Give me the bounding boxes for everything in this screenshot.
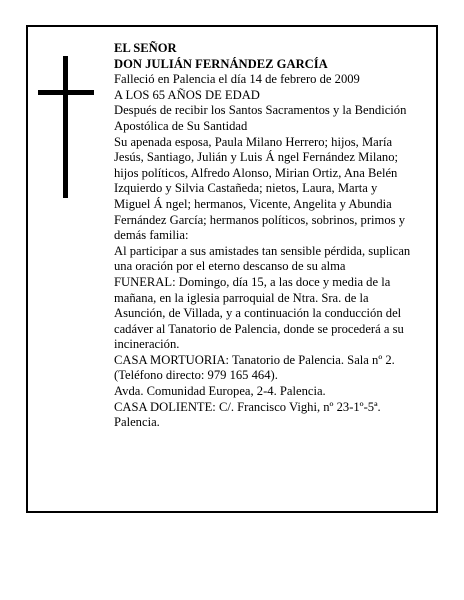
age-line: A LOS 65 AÑOS DE EDAD [114,87,260,102]
mortuary-address: Avda. Comunidad Europea, 2-4. Palencia. [114,384,326,399]
deceased-title: EL SEÑOR [114,41,177,55]
deceased-name: DON JULIÁN FERNÁNDEZ GARCÍA [114,56,328,71]
notice-text [114,41,416,431]
family-paragraph: Su apenada esposa, Paula Milano Herrero; hijos, María Jesús, Santiago, Julián y Luis Á ngel Fernández Milano; hijos políticos, Alfredo Alonso, Mirian Ortiz, Ana Belén Izquierdo y Silvia Castañeda; nietos, Laura, Marta y Miguel Á ngel; hermanos, Vicente, Angelita y Abundia Fernández García; hermanos políticos, sobrinos, primos y demás familia: [114,134,405,243]
mortuary-paragraph: CASA MORTUORIA: Tanatorio de Palencia. Sala nº 2. (Teléfono directo: 979 165 464). [114,352,395,383]
cross-horizontal-bar [38,90,94,95]
sacraments-paragraph: Después de recibir los Santos Sacramentos y la Bendición Apostólica de Su Santidad [114,103,407,133]
prayer-request-paragraph: Al participar a sus amistades tan sensible pérdida, suplican una oración por el eterno descanso de su alma [114,243,411,274]
mourning-house-paragraph: CASA DOLIENTE: C/. Francisco Vighi, nº 23-1º-5ª. Palencia. [114,399,381,430]
cross-vertical-bar [63,56,68,198]
obituary-notice [26,25,438,513]
death-date-line: Falleció en Palencia el día 14 de febrero de 2009 [114,72,360,87]
funeral-paragraph: FUNERAL: Domingo, día 15, a las doce y media de la mañana, en la iglesia parroquial de Ntra. Sra. de la Asunción, de Villada, y a continuación la conducción del cadáver al Tanatorio de Palencia, donde se procederá a su incineración. [114,274,404,352]
latin-cross-icon [38,56,94,198]
